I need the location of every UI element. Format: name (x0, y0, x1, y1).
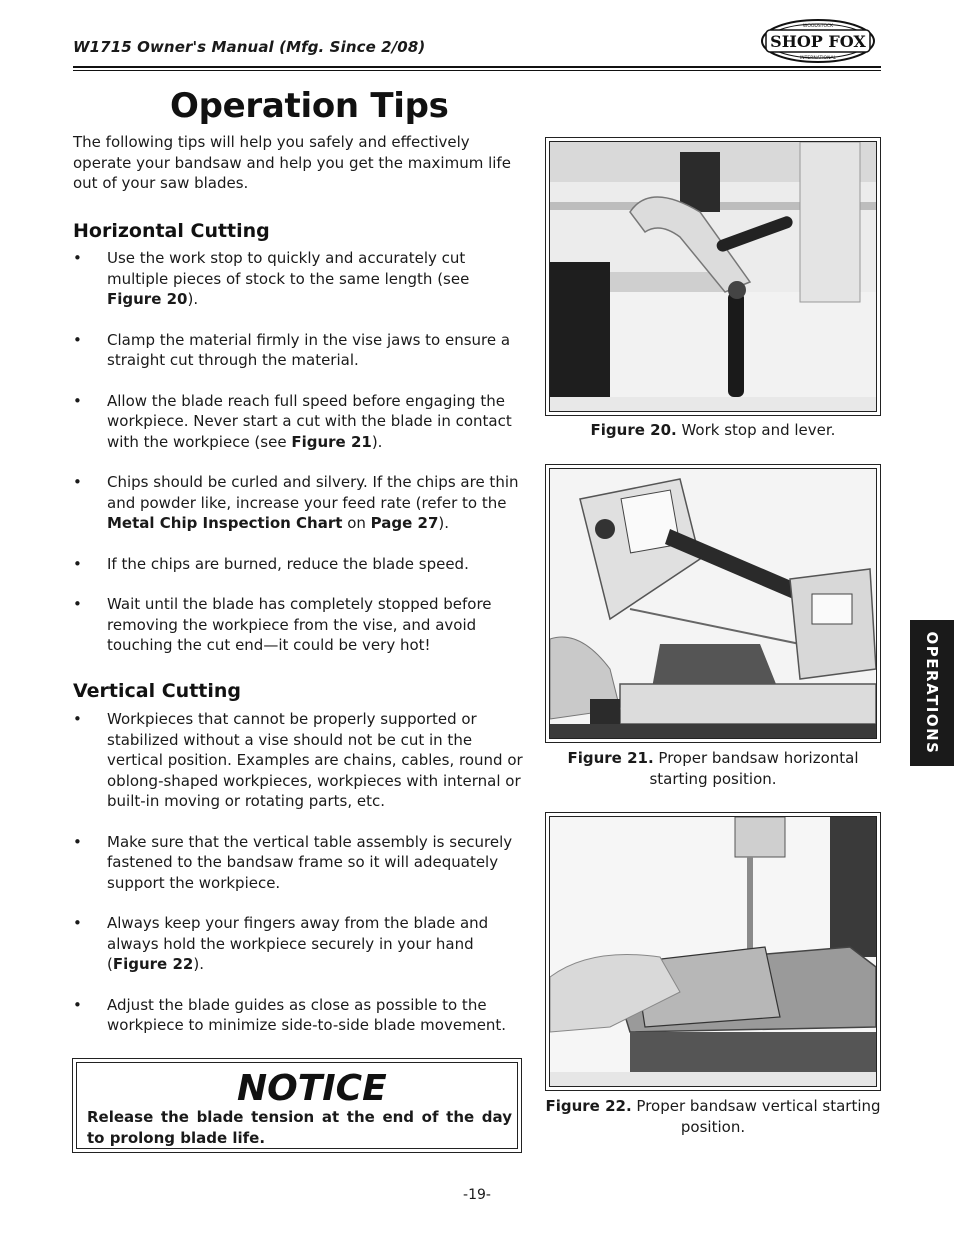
figure-reference: Figure 22 (112, 955, 194, 973)
bullet-icon: • (73, 595, 82, 613)
svg-text:WOODSTOCK: WOODSTOCK (802, 24, 834, 29)
list-item: • Allow the blade reach full speed before engaging the workpiece. Never start a cut with the blade in contact with the workpiece (see Figure 21). (73, 391, 512, 451)
bullet-icon: • (73, 249, 82, 267)
list-item: • Always keep your fingers away from the blade and always hold the workpiece securely in your hand (Figure 22). (73, 914, 489, 973)
bullet-icon: • (73, 710, 82, 728)
figure-22-photo (545, 812, 881, 1091)
vertical-cutting-list (73, 709, 523, 1056)
header-rule-thin (73, 70, 881, 71)
header-rule (73, 66, 881, 68)
page-reference: Page 27 (370, 514, 439, 532)
list-item: • If the chips are burned, reduce the blade speed. (73, 554, 469, 573)
list-item: • Workpieces that cannot be properly supported or stabilized without a vise should not be cut in the vertical position. Examples are chains, cables, round or oblong-shaped workpieces, workpieces with internal or built-in moving or rotating parts, etc. (73, 710, 523, 810)
figure-reference: Figure 20 (107, 290, 188, 308)
section-side-tab (910, 620, 954, 766)
list-item: • Wait until the blade has completely stopped before removing the workpiece from the vise, and avoid touching the cut end—it could be very hot! (73, 595, 492, 654)
list-item: • Make sure that the vertical table assembly is securely fastened to the bandsaw frame so it will adequately support the workpiece. (73, 832, 513, 892)
figure-20-caption: Figure 20. Work stop and lever. (590, 421, 836, 439)
vertical-cutting-heading: Vertical Cutting (73, 680, 242, 702)
figure-22-caption: Figure 22. Proper bandsaw vertical starting position. (545, 1097, 881, 1136)
work-stop-lever-illustration (550, 142, 876, 411)
horizontal-cutting-heading: Horizontal Cutting (73, 220, 270, 242)
vertical-bandsaw-illustration (550, 817, 876, 1086)
figure-label: Figure 20. (590, 421, 677, 439)
bullet-icon: • (73, 914, 82, 932)
notice-title: NOTICE (237, 1068, 387, 1109)
bullet-icon: • (73, 391, 82, 410)
svg-text:INTERNATIONAL: INTERNATIONAL (799, 56, 837, 61)
bullet-icon: • (73, 330, 82, 349)
notice-inner-border (76, 1062, 518, 1149)
horizontal-bandsaw-illustration (550, 469, 876, 738)
figure-21-photo (545, 464, 881, 743)
list-item: • Use the work stop to quickly and accurately cut multiple pieces of stock to the same length (see Figure 20). (73, 249, 470, 308)
figure-20-photo (545, 137, 881, 416)
figure-21-caption: Figure 21. Proper bandsaw horizontal starting position. (567, 749, 859, 788)
bullet-icon: • (73, 832, 82, 851)
list-item: • Adjust the blade guides as close as possible to the workpiece to minimize side-to-side blade movement. (73, 995, 507, 1034)
bullet-icon: • (73, 473, 82, 491)
figure-reference: Figure 21 (291, 432, 372, 451)
figure-label: Figure 21. (567, 749, 654, 767)
bullet-icon: • (73, 995, 82, 1014)
side-tab-label: OPERATIONS (923, 631, 941, 755)
notice-box (72, 1058, 522, 1153)
list-item: • Chips should be curled and silvery. If the chips are thin and powder like, increase your feed rate (refer to the Metal Chip Inspection Chart on Page 27). (73, 473, 519, 532)
manual-title: W1715 Owner's Manual (Mfg. Since 2/08) (73, 38, 426, 56)
chart-reference: Metal Chip Inspection Chart (107, 514, 343, 532)
figure-label: Figure 22. (545, 1097, 632, 1115)
page-title: Operation Tips (170, 86, 449, 126)
page-number: -19- (463, 1187, 491, 1203)
bullet-icon: • (73, 554, 82, 573)
notice-text: Release the blade tension at the end of the day to prolong blade life. (87, 1108, 512, 1147)
shop-fox-logo (760, 18, 876, 64)
list-item: • Clamp the material firmly in the vise jaws to ensure a straight cut through the material. (73, 330, 511, 369)
intro-paragraph: The following tips will help you safely and effectively operate your bandsaw and help you get the maximum life out of your saw blades. (73, 133, 511, 192)
horizontal-cutting-list (73, 248, 523, 676)
logo-brand-text: SHOP FOX (770, 32, 866, 51)
